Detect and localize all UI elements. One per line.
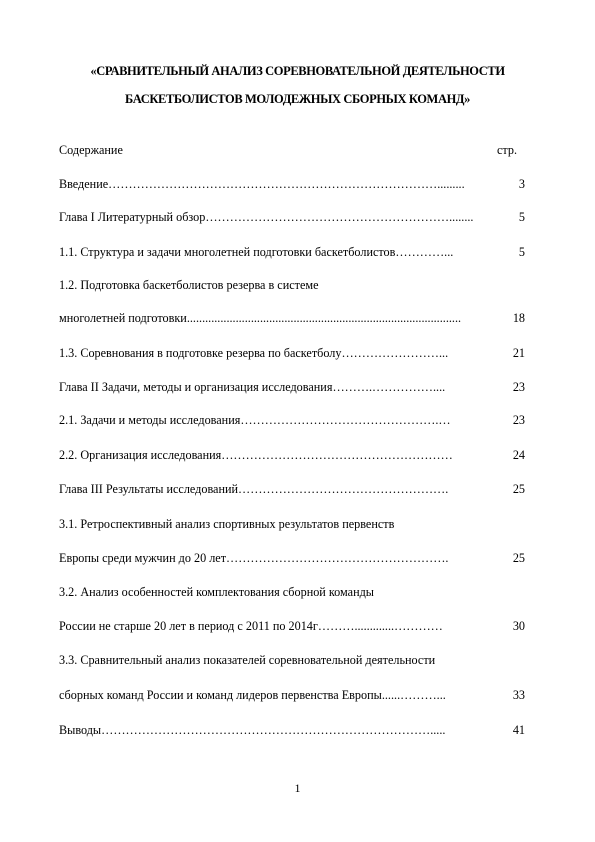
toc-entry-text: 1.2. Подготовка баскетболистов резерва в системе [59,278,319,292]
toc-entry-page: 21 [512,346,525,360]
toc-entry [59,277,525,293]
toc-entry [59,516,525,532]
toc-entry-text: 3.3. Сравнительный анализ показателей соревновательной деятельности [59,653,436,667]
toc-entry [59,481,525,497]
toc-entry-leader: ……….…………….... [332,380,446,394]
page-number: 1 [294,781,301,795]
toc-entry [59,687,525,703]
toc-entry-page: 24 [512,448,525,462]
toc-entry-leader: ……………………………………………. [238,482,449,496]
toc-entry-leader: ………………………………………….… [240,413,451,427]
toc-entry [59,244,525,260]
toc-entry-leader: ………………………………………………… [221,448,453,462]
toc-entry [59,310,525,326]
toc-entry [59,550,525,566]
toc-entry-text: Введение [59,177,109,191]
toc-entry-page: 33 [512,688,525,702]
toc-entry-text: 2.2. Организация исследования [59,448,222,462]
toc-entry-page: 3 [518,177,525,191]
toc-entry-text: Глава I Литературный обзор [59,210,206,224]
toc-entry [59,618,525,634]
page-column-label: стр. [497,143,518,157]
toc-entry [59,345,525,361]
toc-entry [59,584,525,600]
toc-entry-page: 5 [518,245,525,259]
toc-entry-text: сборных команд России и команд лидеров первенства Европы [59,688,382,702]
toc-entry-leader: ………………………………………………………………………..... [101,723,446,737]
toc-entry-text: 2.1. Задачи и методы исследования [59,413,241,427]
contents-heading: Содержание [59,143,123,157]
toc-entry [59,722,525,738]
toc-entry-leader: .......................................................................................... [186,311,462,325]
toc-entry-text: многолетней подготовки [59,311,187,325]
toc-entry-page: 23 [512,413,525,427]
toc-entry-text: 3.2. Анализ особенностей комплектования сборной команды [59,585,374,599]
toc-entry-leader: ……………………... [341,346,449,360]
toc-entry-page: 18 [512,311,525,325]
toc-entry-text: Глава II Задачи, методы и организация исследования [59,380,333,394]
toc-entry-text: 1.3. Соревнования в подготовке резерва по баскетболу [59,346,342,360]
title-line-2: БАСКЕТБОЛИСТОВ МОЛОДЕЖНЫХ СБОРНЫХ КОМАНД» [125,92,470,106]
toc-entry-leader: ………………………………………………. [226,551,449,565]
toc-entry [59,447,525,463]
toc-entry-text: Выводы [59,723,102,737]
toc-entry [59,652,525,668]
toc-entry [59,176,525,192]
toc-entry-text: России не старше 20 лет в период с 2011 по 2014г [59,619,318,633]
toc-entry [59,412,525,428]
toc-entry-text: Глава III Результаты исследований [59,482,239,496]
toc-entry-text: Европы среди мужчин до 20 лет [59,551,227,565]
toc-entry-leader: ......………... [381,688,446,702]
toc-entry-text: 3.1. Ретроспективный анализ спортивных результатов первенств [59,517,395,531]
toc-entry-page: 30 [512,619,525,633]
toc-entry-leader: ……….............………… [317,619,443,633]
toc-entry-page: 25 [512,482,525,496]
toc-entry-leader: ……………………………………………………........ [205,210,474,224]
toc-entry [59,209,525,225]
toc-entry-page: 23 [512,380,525,394]
title-line-1: «СРАВНИТЕЛЬНЫЙ АНАЛИЗ СОРЕВНОВАТЕЛЬНОЙ ДЕЯТЕЛЬНОСТИ [90,64,505,78]
toc-entry-page: 25 [512,551,525,565]
toc-entry-page: 41 [512,723,525,737]
toc-entry [59,379,525,395]
toc-entry-leader: …………... [395,245,454,259]
toc-entry-page: 5 [518,210,525,224]
toc-entry-text: 1.1. Структура и задачи многолетней подготовки баскетболистов [59,245,396,259]
toc-entry-leader: ………………………………………………………………………......... [108,177,465,191]
